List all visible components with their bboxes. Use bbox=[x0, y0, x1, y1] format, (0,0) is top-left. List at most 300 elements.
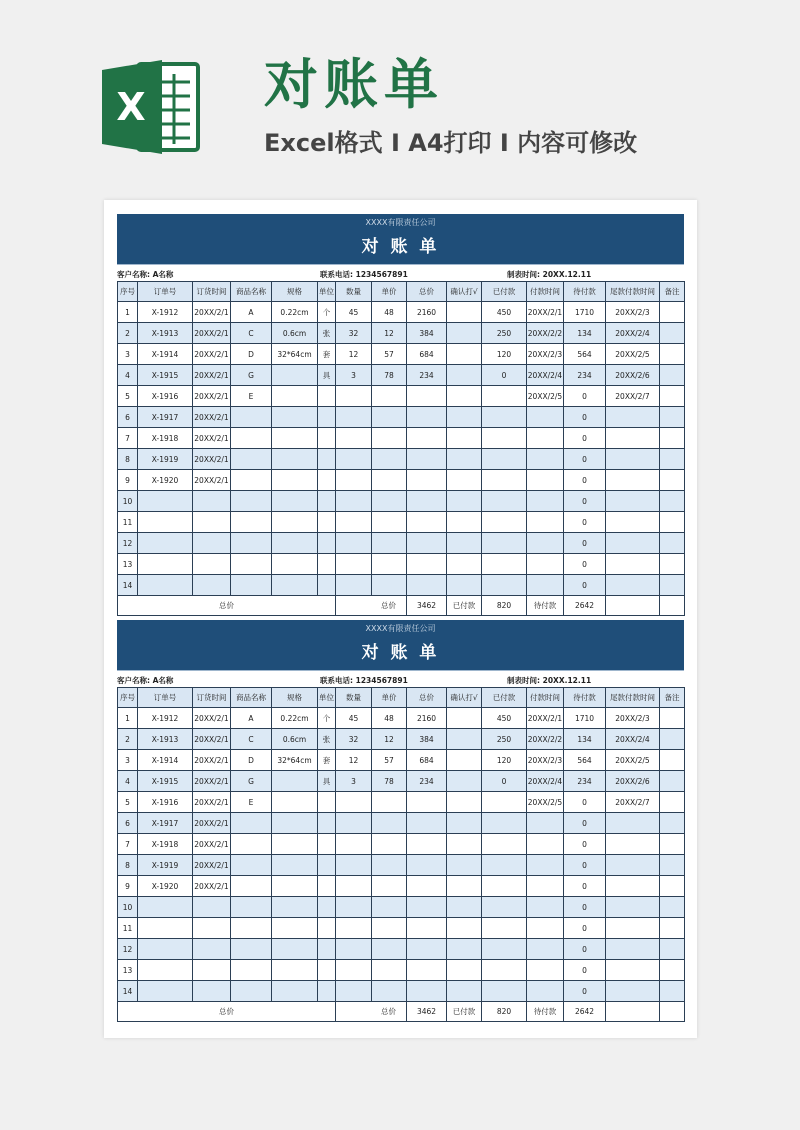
table-cell[interactable] bbox=[527, 981, 564, 1002]
table-cell[interactable] bbox=[407, 981, 447, 1002]
table-cell[interactable]: 48 bbox=[372, 302, 407, 323]
table-cell[interactable] bbox=[372, 813, 407, 834]
table-cell[interactable]: 套 bbox=[318, 344, 336, 365]
table-cell[interactable] bbox=[231, 834, 272, 855]
table-cell[interactable] bbox=[231, 876, 272, 897]
table-cell[interactable]: 0 bbox=[564, 939, 606, 960]
table-cell[interactable]: 11 bbox=[118, 918, 138, 939]
table-cell[interactable] bbox=[318, 575, 336, 596]
table-cell[interactable]: 20XX/2/1 bbox=[193, 302, 231, 323]
table-cell[interactable]: 0.6cm bbox=[272, 323, 318, 344]
table-cell[interactable]: 384 bbox=[407, 323, 447, 344]
table-cell[interactable] bbox=[318, 855, 336, 876]
table-cell[interactable]: 78 bbox=[372, 771, 407, 792]
table-cell[interactable]: 45 bbox=[336, 708, 372, 729]
table-cell[interactable]: 7 bbox=[118, 428, 138, 449]
table-cell[interactable] bbox=[447, 302, 482, 323]
table-cell[interactable]: X-1918 bbox=[138, 834, 193, 855]
table-cell[interactable] bbox=[231, 428, 272, 449]
table-cell[interactable]: 20XX/2/7 bbox=[606, 792, 660, 813]
table-cell[interactable]: 12 bbox=[118, 939, 138, 960]
table-cell[interactable]: 20XX/2/5 bbox=[606, 750, 660, 771]
table-cell[interactable] bbox=[318, 939, 336, 960]
table-cell[interactable] bbox=[660, 365, 685, 386]
table-cell[interactable] bbox=[336, 876, 372, 897]
table-cell[interactable] bbox=[606, 407, 660, 428]
table-cell[interactable] bbox=[336, 855, 372, 876]
table-cell[interactable] bbox=[336, 939, 372, 960]
table-cell[interactable] bbox=[272, 834, 318, 855]
table-cell[interactable] bbox=[231, 855, 272, 876]
table-cell[interactable]: 20XX/2/1 bbox=[527, 708, 564, 729]
table-cell[interactable] bbox=[231, 470, 272, 491]
table-cell[interactable] bbox=[447, 708, 482, 729]
table-cell[interactable]: 20XX/2/4 bbox=[606, 323, 660, 344]
table-cell[interactable]: 2 bbox=[118, 729, 138, 750]
table-cell[interactable] bbox=[527, 491, 564, 512]
table-cell[interactable] bbox=[527, 960, 564, 981]
table-cell[interactable] bbox=[447, 470, 482, 491]
table-cell[interactable] bbox=[407, 512, 447, 533]
table-cell[interactable]: 450 bbox=[482, 302, 527, 323]
table-cell[interactable] bbox=[318, 512, 336, 533]
table-cell[interactable]: 8 bbox=[118, 449, 138, 470]
table-cell[interactable] bbox=[660, 834, 685, 855]
table-cell[interactable] bbox=[272, 386, 318, 407]
table-cell[interactable] bbox=[372, 981, 407, 1002]
table-cell[interactable]: D bbox=[231, 344, 272, 365]
table-cell[interactable]: 20XX/2/1 bbox=[193, 771, 231, 792]
table-cell[interactable] bbox=[193, 575, 231, 596]
table-cell[interactable] bbox=[231, 981, 272, 1002]
table-cell[interactable] bbox=[407, 449, 447, 470]
table-cell[interactable] bbox=[407, 491, 447, 512]
table-cell[interactable] bbox=[336, 491, 372, 512]
table-cell[interactable] bbox=[231, 491, 272, 512]
table-cell[interactable]: 250 bbox=[482, 323, 527, 344]
table-cell[interactable]: 5 bbox=[118, 386, 138, 407]
table-cell[interactable] bbox=[318, 981, 336, 1002]
table-cell[interactable] bbox=[660, 708, 685, 729]
table-cell[interactable] bbox=[407, 897, 447, 918]
table-cell[interactable] bbox=[272, 533, 318, 554]
table-cell[interactable] bbox=[336, 792, 372, 813]
table-cell[interactable] bbox=[447, 323, 482, 344]
table-cell[interactable] bbox=[482, 939, 527, 960]
table-cell[interactable] bbox=[527, 470, 564, 491]
table-cell[interactable]: 3 bbox=[336, 365, 372, 386]
table-cell[interactable] bbox=[606, 470, 660, 491]
table-cell[interactable] bbox=[527, 897, 564, 918]
table-cell[interactable]: 0 bbox=[564, 855, 606, 876]
table-cell[interactable]: C bbox=[231, 323, 272, 344]
table-cell[interactable] bbox=[336, 449, 372, 470]
table-cell[interactable] bbox=[318, 533, 336, 554]
table-cell[interactable] bbox=[447, 750, 482, 771]
table-cell[interactable] bbox=[336, 470, 372, 491]
table-cell[interactable]: X-1913 bbox=[138, 729, 193, 750]
table-cell[interactable] bbox=[272, 876, 318, 897]
table-cell[interactable] bbox=[482, 813, 527, 834]
table-cell[interactable] bbox=[193, 960, 231, 981]
table-cell[interactable]: 78 bbox=[372, 365, 407, 386]
table-cell[interactable] bbox=[447, 729, 482, 750]
table-cell[interactable]: 120 bbox=[482, 750, 527, 771]
table-cell[interactable]: 20XX/2/1 bbox=[193, 323, 231, 344]
table-cell[interactable]: 20XX/2/4 bbox=[606, 729, 660, 750]
table-cell[interactable] bbox=[606, 876, 660, 897]
table-cell[interactable]: X-1919 bbox=[138, 855, 193, 876]
table-cell[interactable]: 234 bbox=[407, 771, 447, 792]
table-cell[interactable] bbox=[372, 470, 407, 491]
table-cell[interactable]: 1 bbox=[118, 708, 138, 729]
table-cell[interactable] bbox=[660, 428, 685, 449]
table-cell[interactable] bbox=[482, 386, 527, 407]
table-cell[interactable]: 57 bbox=[372, 750, 407, 771]
table-cell[interactable]: 0.22cm bbox=[272, 708, 318, 729]
table-cell[interactable] bbox=[318, 428, 336, 449]
table-cell[interactable] bbox=[336, 960, 372, 981]
table-cell[interactable]: 12 bbox=[336, 344, 372, 365]
table-cell[interactable] bbox=[318, 834, 336, 855]
table-cell[interactable] bbox=[138, 981, 193, 1002]
table-cell[interactable] bbox=[447, 533, 482, 554]
table-cell[interactable] bbox=[606, 512, 660, 533]
table-cell[interactable] bbox=[372, 491, 407, 512]
table-cell[interactable]: 120 bbox=[482, 344, 527, 365]
table-cell[interactable]: 0 bbox=[564, 428, 606, 449]
table-cell[interactable]: 套 bbox=[318, 750, 336, 771]
table-cell[interactable] bbox=[272, 470, 318, 491]
table-cell[interactable] bbox=[272, 491, 318, 512]
table-cell[interactable]: 32*64cm bbox=[272, 344, 318, 365]
table-cell[interactable] bbox=[606, 449, 660, 470]
table-cell[interactable] bbox=[138, 939, 193, 960]
table-cell[interactable] bbox=[407, 792, 447, 813]
table-cell[interactable]: 4 bbox=[118, 365, 138, 386]
table-cell[interactable]: 10 bbox=[118, 897, 138, 918]
table-cell[interactable] bbox=[272, 771, 318, 792]
table-cell[interactable] bbox=[407, 834, 447, 855]
table-cell[interactable]: 9 bbox=[118, 876, 138, 897]
table-cell[interactable]: C bbox=[231, 729, 272, 750]
table-cell[interactable]: 20XX/2/4 bbox=[527, 771, 564, 792]
table-cell[interactable]: 0 bbox=[564, 813, 606, 834]
table-cell[interactable] bbox=[407, 813, 447, 834]
table-cell[interactable]: 384 bbox=[407, 729, 447, 750]
table-cell[interactable] bbox=[660, 323, 685, 344]
table-cell[interactable] bbox=[231, 897, 272, 918]
table-cell[interactable]: 8 bbox=[118, 855, 138, 876]
table-cell[interactable]: 20XX/2/1 bbox=[193, 407, 231, 428]
table-cell[interactable] bbox=[318, 918, 336, 939]
table-cell[interactable] bbox=[138, 554, 193, 575]
table-cell[interactable]: 3 bbox=[118, 344, 138, 365]
table-cell[interactable] bbox=[527, 512, 564, 533]
table-cell[interactable] bbox=[318, 491, 336, 512]
table-cell[interactable]: 5 bbox=[118, 792, 138, 813]
table-cell[interactable]: 20XX/2/2 bbox=[527, 323, 564, 344]
table-cell[interactable]: X-1916 bbox=[138, 792, 193, 813]
table-cell[interactable]: 具 bbox=[318, 771, 336, 792]
table-cell[interactable]: A bbox=[231, 302, 272, 323]
table-cell[interactable] bbox=[447, 771, 482, 792]
table-cell[interactable] bbox=[372, 939, 407, 960]
table-cell[interactable] bbox=[660, 918, 685, 939]
table-cell[interactable] bbox=[660, 407, 685, 428]
table-cell[interactable]: 张 bbox=[318, 323, 336, 344]
table-cell[interactable] bbox=[372, 407, 407, 428]
table-cell[interactable]: X-1913 bbox=[138, 323, 193, 344]
table-cell[interactable]: 20XX/2/1 bbox=[193, 792, 231, 813]
table-cell[interactable]: 0 bbox=[564, 918, 606, 939]
table-cell[interactable] bbox=[272, 897, 318, 918]
table-cell[interactable] bbox=[407, 960, 447, 981]
table-cell[interactable] bbox=[231, 533, 272, 554]
table-cell[interactable]: 20XX/2/6 bbox=[606, 771, 660, 792]
table-cell[interactable]: 20XX/2/5 bbox=[527, 386, 564, 407]
table-cell[interactable] bbox=[272, 365, 318, 386]
table-cell[interactable] bbox=[482, 554, 527, 575]
table-cell[interactable] bbox=[272, 939, 318, 960]
table-cell[interactable]: 450 bbox=[482, 708, 527, 729]
table-cell[interactable]: 6 bbox=[118, 407, 138, 428]
table-cell[interactable] bbox=[372, 428, 407, 449]
table-cell[interactable] bbox=[407, 470, 447, 491]
table-cell[interactable] bbox=[447, 365, 482, 386]
table-cell[interactable] bbox=[231, 575, 272, 596]
table-cell[interactable]: X-1912 bbox=[138, 302, 193, 323]
table-cell[interactable] bbox=[372, 512, 407, 533]
table-cell[interactable] bbox=[318, 407, 336, 428]
table-cell[interactable]: 20XX/2/3 bbox=[527, 344, 564, 365]
table-cell[interactable] bbox=[482, 533, 527, 554]
table-cell[interactable]: 20XX/2/3 bbox=[606, 302, 660, 323]
table-cell[interactable]: 0 bbox=[482, 771, 527, 792]
table-cell[interactable] bbox=[482, 960, 527, 981]
table-cell[interactable]: 0 bbox=[564, 512, 606, 533]
table-cell[interactable]: 20XX/2/5 bbox=[527, 792, 564, 813]
table-cell[interactable] bbox=[660, 729, 685, 750]
table-cell[interactable] bbox=[407, 428, 447, 449]
table-cell[interactable]: 48 bbox=[372, 708, 407, 729]
table-cell[interactable] bbox=[372, 960, 407, 981]
table-cell[interactable] bbox=[482, 491, 527, 512]
table-cell[interactable]: G bbox=[231, 365, 272, 386]
table-cell[interactable] bbox=[336, 813, 372, 834]
table-cell[interactable]: 0 bbox=[564, 960, 606, 981]
table-cell[interactable] bbox=[231, 813, 272, 834]
table-cell[interactable]: 20XX/2/7 bbox=[606, 386, 660, 407]
table-cell[interactable]: 11 bbox=[118, 512, 138, 533]
table-cell[interactable] bbox=[606, 813, 660, 834]
table-cell[interactable] bbox=[482, 918, 527, 939]
table-cell[interactable] bbox=[231, 512, 272, 533]
table-cell[interactable] bbox=[447, 897, 482, 918]
table-cell[interactable] bbox=[407, 855, 447, 876]
table-cell[interactable]: 0.22cm bbox=[272, 302, 318, 323]
table-cell[interactable]: X-1915 bbox=[138, 771, 193, 792]
table-cell[interactable]: 684 bbox=[407, 344, 447, 365]
table-cell[interactable]: 9 bbox=[118, 470, 138, 491]
table-cell[interactable] bbox=[372, 554, 407, 575]
table-cell[interactable] bbox=[272, 512, 318, 533]
table-cell[interactable] bbox=[447, 981, 482, 1002]
table-cell[interactable] bbox=[318, 449, 336, 470]
table-cell[interactable]: 13 bbox=[118, 960, 138, 981]
table-cell[interactable] bbox=[606, 575, 660, 596]
table-cell[interactable]: 134 bbox=[564, 323, 606, 344]
table-cell[interactable] bbox=[527, 918, 564, 939]
table-cell[interactable] bbox=[606, 554, 660, 575]
table-cell[interactable] bbox=[138, 897, 193, 918]
table-cell[interactable] bbox=[660, 981, 685, 1002]
table-cell[interactable] bbox=[193, 554, 231, 575]
table-cell[interactable]: 20XX/2/6 bbox=[606, 365, 660, 386]
table-cell[interactable] bbox=[660, 792, 685, 813]
table-cell[interactable]: 2160 bbox=[407, 708, 447, 729]
table-cell[interactable] bbox=[407, 407, 447, 428]
table-cell[interactable] bbox=[606, 855, 660, 876]
table-cell[interactable] bbox=[193, 939, 231, 960]
table-cell[interactable]: 0 bbox=[564, 533, 606, 554]
table-cell[interactable] bbox=[447, 428, 482, 449]
table-cell[interactable] bbox=[606, 491, 660, 512]
table-cell[interactable] bbox=[318, 813, 336, 834]
table-cell[interactable] bbox=[447, 876, 482, 897]
table-cell[interactable] bbox=[660, 554, 685, 575]
table-cell[interactable] bbox=[407, 533, 447, 554]
table-cell[interactable] bbox=[447, 491, 482, 512]
table-cell[interactable]: 20XX/2/1 bbox=[193, 729, 231, 750]
table-cell[interactable] bbox=[407, 575, 447, 596]
table-cell[interactable] bbox=[527, 428, 564, 449]
table-cell[interactable]: 20XX/2/1 bbox=[193, 876, 231, 897]
table-cell[interactable]: 0 bbox=[564, 491, 606, 512]
table-cell[interactable] bbox=[372, 575, 407, 596]
table-cell[interactable]: X-1918 bbox=[138, 428, 193, 449]
table-cell[interactable]: 1710 bbox=[564, 302, 606, 323]
table-cell[interactable]: 20XX/2/1 bbox=[193, 344, 231, 365]
table-cell[interactable] bbox=[447, 855, 482, 876]
table-cell[interactable]: 12 bbox=[372, 729, 407, 750]
table-cell[interactable]: 0 bbox=[564, 834, 606, 855]
table-cell[interactable]: 20XX/2/5 bbox=[606, 344, 660, 365]
table-cell[interactable] bbox=[193, 897, 231, 918]
table-cell[interactable] bbox=[482, 876, 527, 897]
table-cell[interactable] bbox=[336, 981, 372, 1002]
table-cell[interactable] bbox=[606, 428, 660, 449]
table-cell[interactable] bbox=[231, 939, 272, 960]
table-cell[interactable] bbox=[407, 876, 447, 897]
table-cell[interactable]: 564 bbox=[564, 750, 606, 771]
table-cell[interactable] bbox=[272, 813, 318, 834]
table-cell[interactable] bbox=[606, 981, 660, 1002]
table-cell[interactable]: 6 bbox=[118, 813, 138, 834]
table-cell[interactable] bbox=[606, 897, 660, 918]
table-cell[interactable] bbox=[606, 834, 660, 855]
table-cell[interactable]: 0 bbox=[564, 897, 606, 918]
table-cell[interactable]: 个 bbox=[318, 302, 336, 323]
table-cell[interactable]: 234 bbox=[564, 365, 606, 386]
table-cell[interactable] bbox=[193, 981, 231, 1002]
table-cell[interactable]: 12 bbox=[336, 750, 372, 771]
table-cell[interactable] bbox=[482, 981, 527, 1002]
table-cell[interactable]: 个 bbox=[318, 708, 336, 729]
table-cell[interactable]: X-1912 bbox=[138, 708, 193, 729]
table-cell[interactable]: 45 bbox=[336, 302, 372, 323]
table-cell[interactable]: 20XX/2/1 bbox=[193, 386, 231, 407]
table-cell[interactable] bbox=[527, 834, 564, 855]
table-cell[interactable]: 20XX/2/2 bbox=[527, 729, 564, 750]
table-cell[interactable] bbox=[482, 470, 527, 491]
table-cell[interactable] bbox=[660, 813, 685, 834]
table-cell[interactable] bbox=[660, 533, 685, 554]
table-cell[interactable]: 0.6cm bbox=[272, 729, 318, 750]
table-cell[interactable] bbox=[372, 918, 407, 939]
table-cell[interactable]: 1710 bbox=[564, 708, 606, 729]
table-cell[interactable] bbox=[527, 554, 564, 575]
table-cell[interactable] bbox=[318, 554, 336, 575]
table-cell[interactable]: 14 bbox=[118, 981, 138, 1002]
table-cell[interactable] bbox=[272, 407, 318, 428]
table-cell[interactable]: 20XX/2/1 bbox=[193, 855, 231, 876]
table-cell[interactable]: D bbox=[231, 750, 272, 771]
table-cell[interactable] bbox=[660, 939, 685, 960]
table-cell[interactable]: X-1917 bbox=[138, 407, 193, 428]
table-cell[interactable]: G bbox=[231, 771, 272, 792]
table-cell[interactable] bbox=[272, 554, 318, 575]
table-cell[interactable] bbox=[272, 918, 318, 939]
table-cell[interactable]: 7 bbox=[118, 834, 138, 855]
table-cell[interactable] bbox=[138, 512, 193, 533]
table-cell[interactable]: 234 bbox=[564, 771, 606, 792]
table-cell[interactable] bbox=[336, 512, 372, 533]
table-cell[interactable] bbox=[606, 533, 660, 554]
table-cell[interactable] bbox=[193, 533, 231, 554]
table-cell[interactable]: 0 bbox=[564, 470, 606, 491]
table-cell[interactable] bbox=[482, 512, 527, 533]
table-cell[interactable] bbox=[272, 960, 318, 981]
table-cell[interactable] bbox=[606, 918, 660, 939]
table-cell[interactable] bbox=[272, 449, 318, 470]
table-cell[interactable] bbox=[272, 855, 318, 876]
table-cell[interactable] bbox=[447, 834, 482, 855]
table-cell[interactable]: 134 bbox=[564, 729, 606, 750]
table-cell[interactable] bbox=[138, 918, 193, 939]
table-cell[interactable] bbox=[318, 897, 336, 918]
table-cell[interactable]: 0 bbox=[564, 575, 606, 596]
table-cell[interactable] bbox=[372, 792, 407, 813]
table-cell[interactable]: 3 bbox=[118, 750, 138, 771]
table-cell[interactable]: 1 bbox=[118, 302, 138, 323]
table-cell[interactable]: 684 bbox=[407, 750, 447, 771]
table-cell[interactable] bbox=[527, 449, 564, 470]
table-cell[interactable]: 20XX/2/3 bbox=[606, 708, 660, 729]
table-cell[interactable]: 0 bbox=[482, 365, 527, 386]
table-cell[interactable] bbox=[447, 813, 482, 834]
table-cell[interactable] bbox=[447, 554, 482, 575]
table-cell[interactable] bbox=[336, 554, 372, 575]
table-cell[interactable]: 10 bbox=[118, 491, 138, 512]
table-cell[interactable] bbox=[372, 834, 407, 855]
table-cell[interactable] bbox=[606, 939, 660, 960]
table-cell[interactable] bbox=[272, 575, 318, 596]
table-cell[interactable] bbox=[660, 575, 685, 596]
table-cell[interactable] bbox=[336, 533, 372, 554]
table-cell[interactable] bbox=[482, 792, 527, 813]
table-cell[interactable]: 20XX/2/3 bbox=[527, 750, 564, 771]
